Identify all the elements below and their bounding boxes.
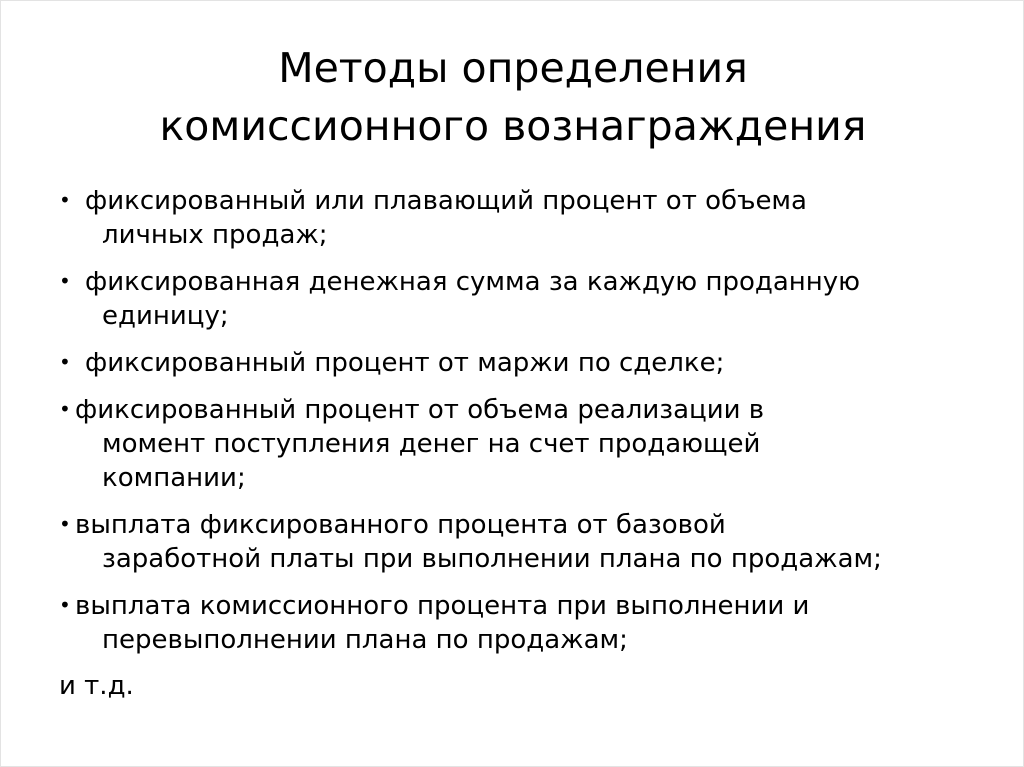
list-item-3 xyxy=(59,345,989,380)
bullet-icon: • xyxy=(59,269,71,293)
list-item-text: личных продаж; xyxy=(102,220,328,250)
list-item-text: фиксированный или плавающий процент от объема xyxy=(85,186,807,216)
slide-title xyxy=(61,39,965,155)
bullet-icon: • xyxy=(59,593,71,617)
list-item-text: выплата комиссионного процента при выполнении и xyxy=(75,591,810,621)
list-item-text: фиксированная денежная сумма за каждую проданную xyxy=(85,267,861,297)
list-item-1 xyxy=(59,183,989,252)
list-item-text: фиксированный процент от объема реализации в xyxy=(75,395,765,425)
list-item-text: выплата фиксированного процента от базовой xyxy=(75,510,726,540)
closing-text: и т.д. xyxy=(59,671,134,701)
bullet-icon: • xyxy=(59,397,71,421)
list-item-text: момент поступления денег на счет продающей xyxy=(102,429,761,459)
list-item-text: перевыполнении плана по продажам; xyxy=(102,625,628,655)
bullet-icon: • xyxy=(59,512,71,536)
title-line-1: Методы определения xyxy=(278,44,748,92)
list-item-text: единицу; xyxy=(102,301,229,331)
bullet-icon: • xyxy=(59,350,71,374)
list-item-6 xyxy=(59,588,989,657)
list-item-2 xyxy=(59,264,989,333)
title-line-2: комиссионного вознаграждения xyxy=(159,102,867,150)
list-item-text: компании; xyxy=(102,463,246,493)
list-item-text: фиксированный процент от маржи по сделке; xyxy=(85,348,725,378)
bullet-list xyxy=(59,183,989,715)
list-item-text: заработной платы при выполнении плана по продажам; xyxy=(102,544,882,574)
list-item-4 xyxy=(59,392,989,495)
bullet-icon: • xyxy=(59,188,71,212)
list-item-5 xyxy=(59,507,989,576)
